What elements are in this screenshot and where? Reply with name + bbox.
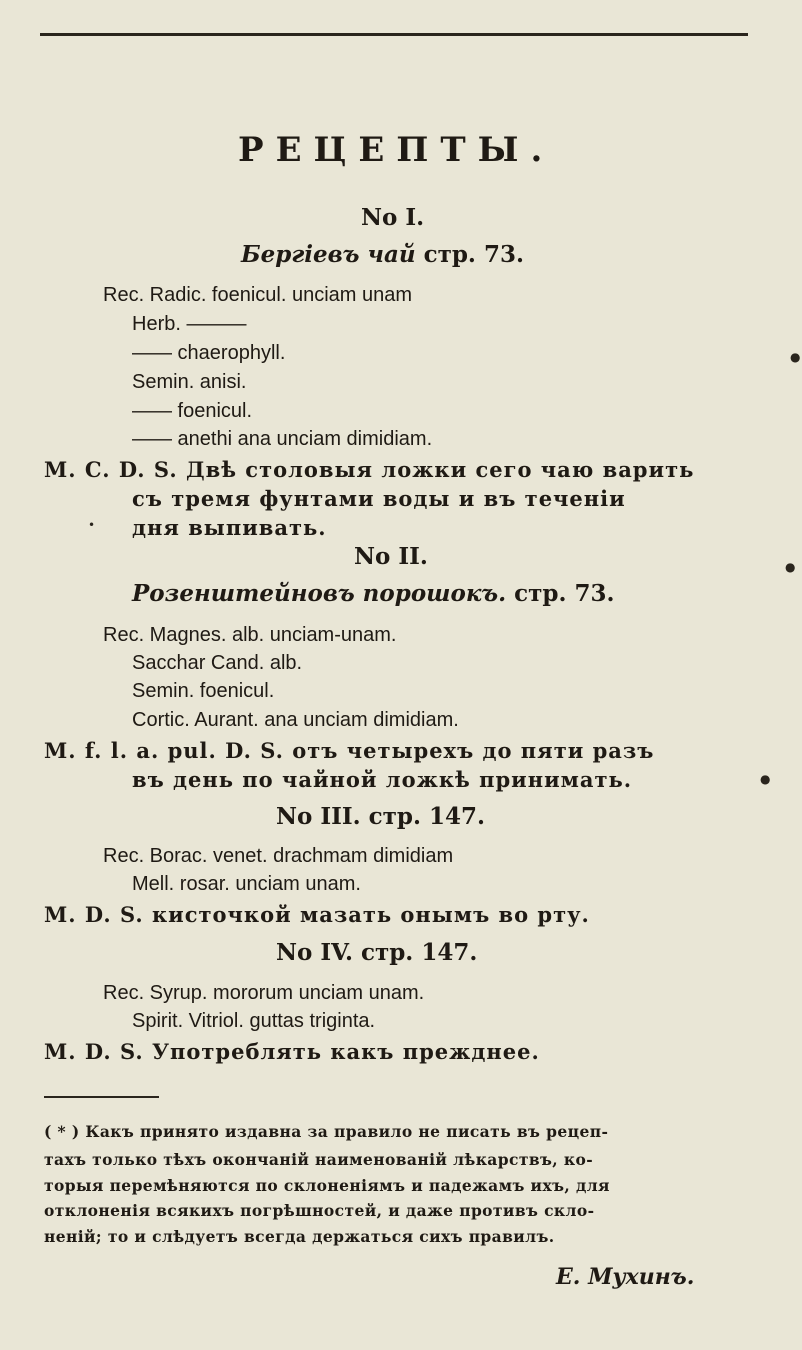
recipe-3-number: No III. стр. 147. [276,803,486,830]
recipe-2-number: No II. [354,543,428,570]
margin-speck: • [88,518,96,532]
recipe-1-directions: дня выпивать. [132,515,327,540]
recipe-1-line: Rec. Radic. foenicul. unciam unam [103,284,413,306]
footnote-line: отклоненія всякихъ погрѣшностей, и даже противъ скло- [44,1201,595,1220]
footnote-rule [44,1096,159,1098]
recipe-2-directions: M. f. l. a. pul. D. S. отъ четырехъ до пяти разъ [44,738,655,763]
recipe-2-line: Cortic. Aurant. ana unciam dimidiam. [132,709,459,731]
recipe-1-heading [241,243,524,266]
top-rule [40,33,748,36]
recipe-1-line: —— foenicul. [132,400,253,422]
recipe-1-name: Бергіевъ чай [241,241,416,268]
recipe-4-number: No IV. стр. 147. [276,939,478,966]
recipe-1-line: Semin. anisi. [132,371,247,393]
recipe-2-page: стр. 73. [514,580,615,607]
footnote-line: тахъ только тѣхъ окончаній наименованій лѣкарствъ, ко- [44,1150,594,1169]
recipe-2-line: Rec. Magnes. alb. unciam-unam. [103,624,397,646]
margin-speck: ● [785,560,796,574]
recipe-1-directions: съ тремя фунтами воды и въ теченіи [132,486,626,511]
recipe-2-directions: въ день по чайной ложкѣ принимать. [132,767,633,792]
recipe-1-page: стр. 73. [423,241,524,268]
recipe-2-heading [132,582,615,605]
page-title: РЕЦЕПТЫ. [238,130,555,170]
footnote-line: неній; то и слѣдуетъ всегда держаться сихъ правилъ. [44,1227,555,1246]
recipe-1-line: —— chaerophyll. [132,342,286,364]
footnote-signature: Е. Мухинъ. [556,1264,695,1290]
recipe-1-directions: M. C. D. S. Двѣ столовыя ложки сего чаю варить [44,457,695,482]
recipe-1-number: No I. [361,204,425,231]
recipe-3-line: Rec. Borac. venet. drachmam dimidiam [103,845,454,867]
recipe-3-line: Mell. rosar. unciam unam. [132,873,361,895]
recipe-1-line: Herb. ——— [132,313,247,335]
recipe-2-name: Розенштейновъ порошокъ. [132,580,507,607]
margin-speck: ● [760,772,771,786]
recipe-2-line: Sacchar Cand. alb. [132,652,303,674]
recipe-2-line: Semin. foenicul. [132,680,275,702]
recipe-1-line: —— anethi ana unciam dimidiam. [132,428,433,450]
recipe-4-line: Spirit. Vitriol. guttas triginta. [132,1010,376,1032]
margin-speck: ● [790,350,801,364]
recipe-4-directions: M. D. S. Употреблять какъ прежднее. [44,1039,540,1064]
footnote-line: торыя перемѣняются по склоненіямъ и падежамъ ихъ, для [44,1176,610,1195]
recipe-3-directions: M. D. S. кисточкой мазать онымъ во рту. [44,902,590,927]
footnote-line: ( * ) Какъ принято издавна за правило не писать въ рецеп- [44,1122,609,1141]
recipe-4-line: Rec. Syrup. mororum unciam unam. [103,982,425,1004]
